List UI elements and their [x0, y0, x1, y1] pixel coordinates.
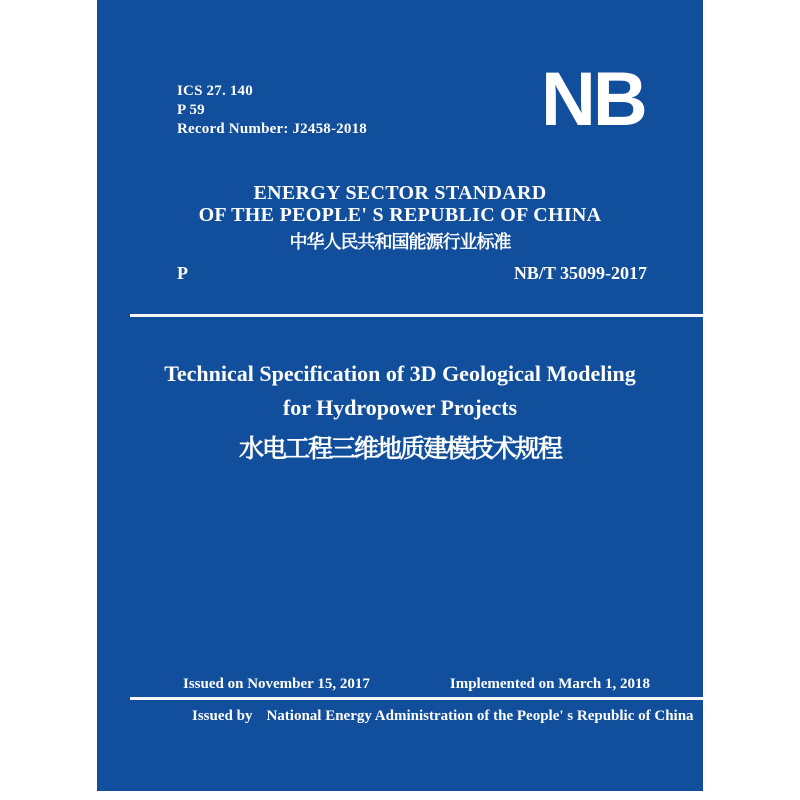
record-number: Record Number: J2458-2018 [177, 121, 367, 137]
ics-code: ICS 27. 140 [177, 83, 253, 99]
issued-by-value: National Energy Administration of the People' s Republic of China [266, 708, 694, 724]
header-meta [177, 82, 367, 139]
class-code: P [177, 263, 188, 283]
classification-code: P 59 [177, 102, 205, 118]
heading-line3-zh: 中华人民共和国能源行业标准 [289, 232, 511, 252]
issued-date: Issued on November 15, 2017 [183, 676, 370, 692]
issuer-row [192, 708, 694, 725]
implemented-date: Implemented on March 1, 2018 [449, 676, 650, 692]
bottom-divider-line [130, 697, 703, 700]
issued-by-label: Issued by [192, 708, 253, 724]
title-en-line2: for Hydropower Projects [282, 395, 518, 420]
title-block [97, 361, 703, 464]
code-row [177, 263, 647, 284]
dates-row [183, 676, 650, 693]
standard-number: NB/T 35099-2017 [513, 263, 647, 283]
top-divider-line [130, 314, 703, 317]
heading-line1-en: ENERGY SECTOR STANDARD [253, 182, 547, 204]
title-zh: 水电工程三维地质建模技术规程 [238, 436, 561, 463]
standard-heading [97, 182, 703, 253]
nb-logo: NB [541, 57, 645, 142]
heading-line2-en: OF THE PEOPLE' S REPUBLIC OF CHINA [198, 204, 602, 226]
standard-cover-page [97, 0, 703, 791]
title-en-line1: Technical Specification of 3D Geological Modeling [164, 361, 636, 386]
